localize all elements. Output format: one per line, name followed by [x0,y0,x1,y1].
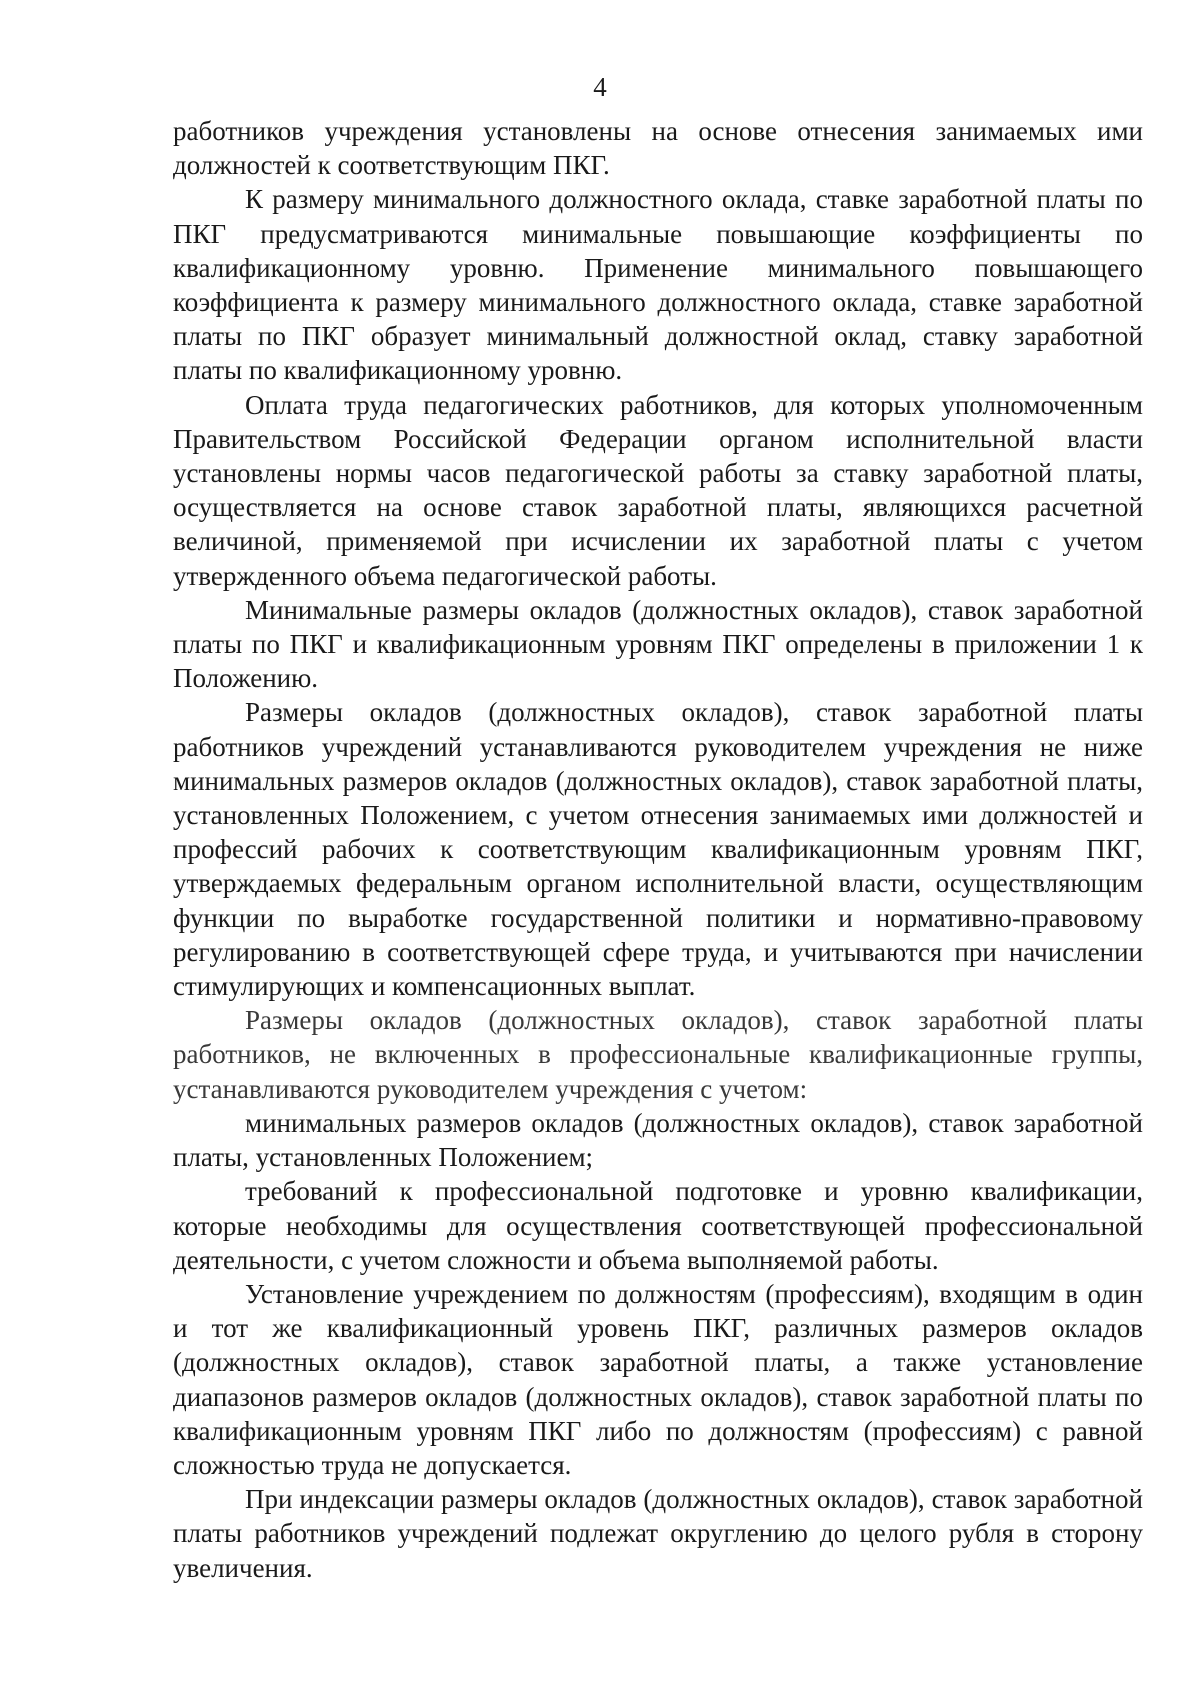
paragraph-continuation: работников учреждения установлены на основе отнесения занимаемых ими должностей к соответствующим ПКГ. [173,116,1143,181]
document-body [173,114,1143,1585]
paragraph-non-included-workers: Размеры окладов (должностных окладов), ставок заработной платы работников, не включенных в профессиональные квалификационные группы, устанавливаются руководителем учреждения с учетом: [173,1005,1143,1104]
paragraph-list-item-minimum: минимальных размеров окладов (должностных окладов), ставок заработной платы, установленных Положением; [173,1107,1143,1173]
paragraph-minimum-salaries: Минимальные размеры окладов (должностных окладов), ставок заработной платы по ПКГ и квалификационным уровням ПКГ определены в приложении 1 к Положению. [173,594,1143,694]
paragraph-salary-sizes: Размеры окладов (должностных окладов), ставок заработной платы работников учреждений устанавливаются руководителем учреждения не ниже минимальных размеров окладов (должностных окладов), ставок заработной платы, установленных Положением, с учетом отнесения занимаемых ими должностей и профессий рабочих к соответствующим квалификационным уровням ПКГ, утверждаемых федеральным органом исполнительной власти, осуществляющим функции по выработке государственной политики и нормативно-правовому регулированию в соответствующей сфере труда, и учитываются при начислении стимулирующих и компенсационных выплат. [173,697,1143,1002]
paragraph-pedagogical-pay: Оплата труда педагогических работников, для которых уполномоченным Правительством Российской Федерации органом исполнительной власти установлены нормы часов педагогической работы за ставку заработной платы, осуществляется на основе ставок заработной платы, являющихся расчетной величиной, применяемой при исчислении их заработной платы с учетом утвержденного объема педагогической работы. [173,389,1143,591]
paragraph-indexation: При индексации размеры окладов (должностных окладов), ставок заработной платы работников учреждений подлежат округлению до целого рубля в сторону увеличения. [173,1484,1143,1583]
paragraph-coefficients: К размеру минимального должностного оклада, ставке заработной платы по ПКГ предусматриваются минимальные повышающие коэффициенты по квалификационному уровню. Применение минимального повышающего коэффициента к размеру минимального должностного оклада, ставке заработной платы по ПКГ образует минимальный должностной оклад, ставку заработной платы по квалификационному уровню. [173,184,1143,386]
paragraph-list-item-requirements: требований к профессиональной подготовке и уровню квалификации, которые необходимы для осуществления соответствующей профессиональной деятельности, с учетом сложности и объема выполняемой работы. [173,1176,1143,1275]
page-number: 4 [593,72,607,102]
paragraph-prohibition: Установление учреждением по должностям (профессиям), входящим в один и тот же квалификационный уровень ПКГ, различных размеров окладов (должностных окладов), ставок заработной платы, а также установление диапазонов размеров окладов (должностных окладов), ставок заработной платы по квалификационным уровням ПКГ либо по должностям (профессиям) с равной сложностью труда не допускается. [173,1278,1143,1480]
